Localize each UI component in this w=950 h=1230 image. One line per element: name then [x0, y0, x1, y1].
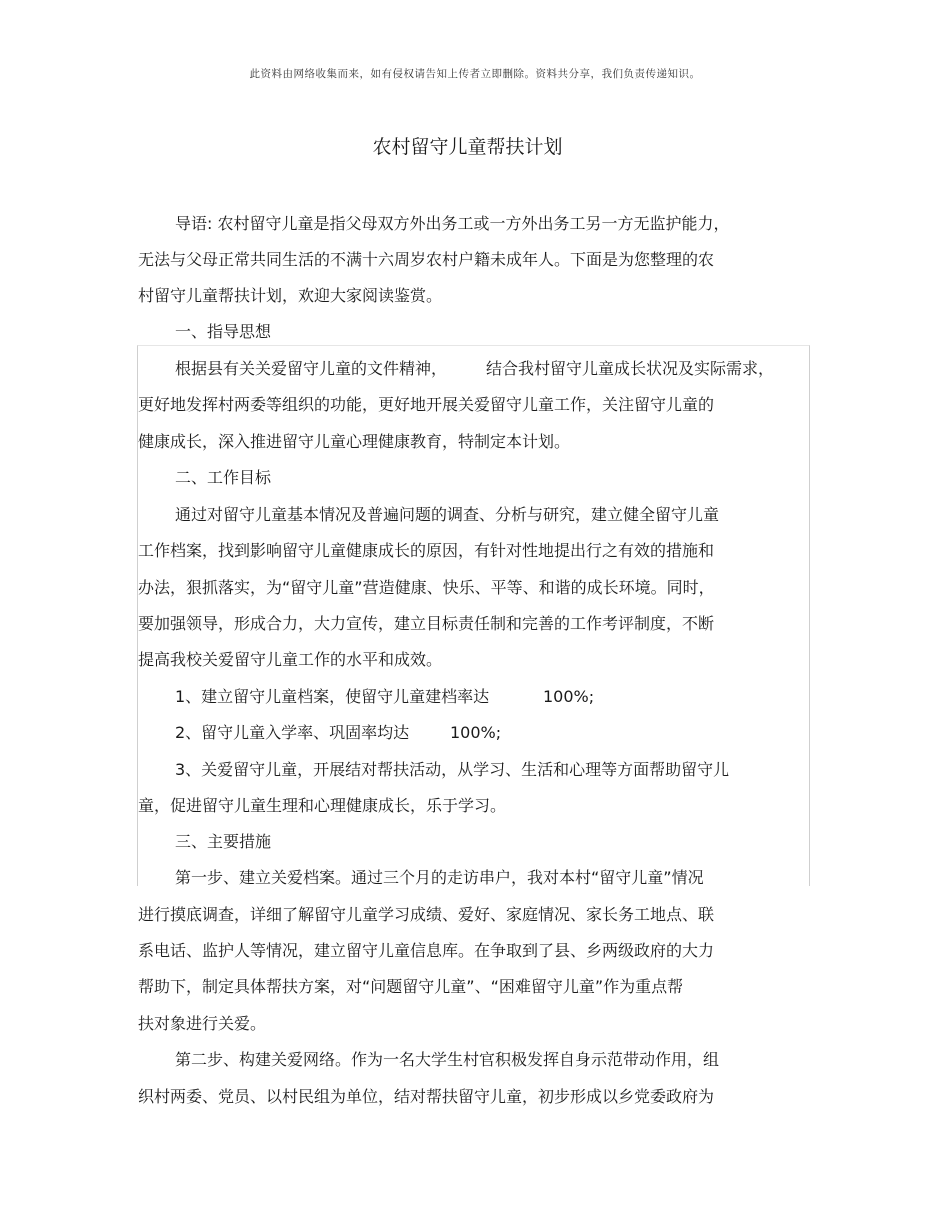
copyright-notice: 此资料由网络收集而来，如有侵权请告知上传者立即删除。资料共分享，我们负责传递知识。 [249, 68, 701, 80]
guiding-line-1b: 结合我村留守儿童成长状况及实际需求， [486, 359, 775, 378]
goals-line-4: 要加强领导，形成合力，大力宣传，建立目标责任制和完善的工作考评制度，不断 [138, 614, 715, 633]
guiding-line-2: 更好地发挥村两委等组织的功能，更好地开展关爱留守儿童工作，关注留守儿童的 [138, 395, 715, 414]
measures-line-4: 帮助下，制定具体帮扶方案，对“问题留守儿童”、“困难留守儿童”作为重点帮 [138, 977, 684, 996]
goal-item-2-text: 2、留守儿童入学率、巩固率均达 [175, 723, 410, 742]
goals-line-1: 通过对留守儿童基本情况及普遍问题的调查、分析与研究，建立健全留守儿童 [175, 505, 720, 524]
section-heading-goals: 二、工作目标 [175, 468, 272, 487]
measures-line-5: 扶对象进行关爱。 [138, 1014, 267, 1033]
measures-line-6: 第二步、构建关爱网络。作为一名大学生村官积极发挥自身示范带动作用，组 [175, 1050, 720, 1069]
goals-line-3: 办法，狠抓落实，为“留守儿童”营造健康、快乐、平等、和谐的成长环境。同时， [138, 578, 715, 597]
measures-line-7: 织村两委、党员、以村民组为单位，结对帮扶留守儿童，初步形成以乡党委政府为 [138, 1087, 715, 1106]
goal-item-1-text: 1、建立留守儿童档案，使留守儿童建档率达 [175, 687, 490, 706]
goal-item-2-value: 100%; [450, 723, 502, 742]
intro-line-1: 导语: 农村留守儿童是指父母双方外出务工或一方外出务工另一方无监护能力， [175, 214, 730, 233]
goal-item-1-value: 100%; [543, 687, 595, 706]
intro-line-3: 村留守儿童帮扶计划，欢迎大家阅读鉴赏。 [138, 286, 443, 305]
document-title: 农村留守儿童帮扶计划 [372, 136, 563, 158]
guiding-line-1a: 根据县有关关爱留守儿童的文件精神， [175, 359, 448, 378]
section-heading-measures: 三、主要措施 [175, 832, 272, 851]
goal-item-3-line-2: 童，促进留守儿童生理和心理健康成长，乐于学习。 [138, 796, 507, 815]
goals-line-5: 提高我校关爱留守儿童工作的水平和成效。 [138, 650, 443, 669]
measures-line-3: 系电话、监护人等情况，建立留守儿童信息库。在争取到了县、乡两级政府的大力 [138, 941, 715, 960]
intro-line-2: 无法与父母正常共同生活的不满十六周岁农村户籍未成年人。下面是为您整理的农 [138, 250, 715, 269]
goal-item-3-line-1: 3、关爱留守儿童，开展结对帮扶活动，从学习、生活和心理等方面帮助留守儿 [175, 760, 730, 779]
section-heading-guiding: 一、指导思想 [175, 322, 272, 341]
measures-line-1: 第一步、建立关爱档案。通过三个月的走访串户，我对本村“留守儿童”情况 [175, 868, 704, 887]
goals-line-2: 工作档案，找到影响留守儿童健康成长的原因，有针对性地提出行之有效的措施和 [138, 541, 715, 560]
measures-line-2: 进行摸底调查，详细了解留守儿童学习成绩、爱好、家庭情况、家长务工地点、联 [138, 905, 715, 924]
guiding-line-3: 健康成长，深入推进留守儿童心理健康教育，特制定本计划。 [138, 432, 571, 451]
